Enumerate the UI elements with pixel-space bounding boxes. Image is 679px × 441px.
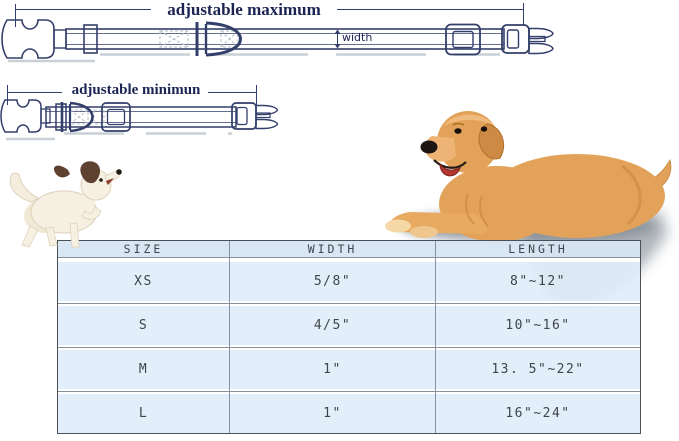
table-header-row	[58, 241, 640, 257]
golden-retriever-body	[385, 111, 671, 242]
size-cell: M	[58, 350, 230, 389]
length-cell: 16"~24"	[436, 394, 640, 433]
adjustable-minimum-label: adjustable minimun	[71, 82, 201, 98]
d-ring-icon	[197, 22, 241, 56]
collar-shadow	[6, 134, 232, 140]
length-cell: 13. 5"~22"	[436, 350, 640, 389]
male-buckle-icon	[502, 25, 553, 54]
small-dog-body	[10, 161, 122, 247]
collar-diagram-maximum	[0, 0, 679, 72]
col-header-width: WIDTH	[230, 241, 436, 257]
small-dog-illustration	[2, 156, 127, 251]
width-cell: 4/5"	[230, 306, 436, 345]
table-row	[58, 394, 640, 433]
length-cell: 10"~16"	[436, 306, 640, 345]
size-table-rows	[58, 257, 640, 433]
size-cell: L	[58, 394, 230, 433]
size-cell: XS	[58, 262, 230, 301]
col-header-size: SIZE	[58, 241, 230, 257]
side-release-buckle-icon	[1, 100, 66, 132]
collar-shadow	[8, 55, 500, 62]
width-cell: 5/8"	[230, 262, 436, 301]
width-cell: 1"	[230, 350, 436, 389]
size-table	[57, 240, 641, 434]
col-header-length: LENGTH	[436, 241, 640, 257]
table-row	[58, 262, 640, 301]
length-cell: 8"~12"	[436, 262, 640, 301]
male-buckle-icon	[232, 103, 278, 129]
width-label: width	[342, 31, 373, 44]
width-arrow-icon	[335, 30, 341, 49]
stitch-box-icon	[70, 110, 104, 124]
table-row	[58, 350, 640, 389]
collar-strap	[66, 29, 504, 49]
side-release-buckle-icon	[2, 20, 97, 58]
adjustable-maximum-label: adjustable maximum	[167, 0, 321, 19]
table-row	[58, 306, 640, 345]
width-cell: 1"	[230, 394, 436, 433]
size-cell: S	[58, 306, 230, 345]
